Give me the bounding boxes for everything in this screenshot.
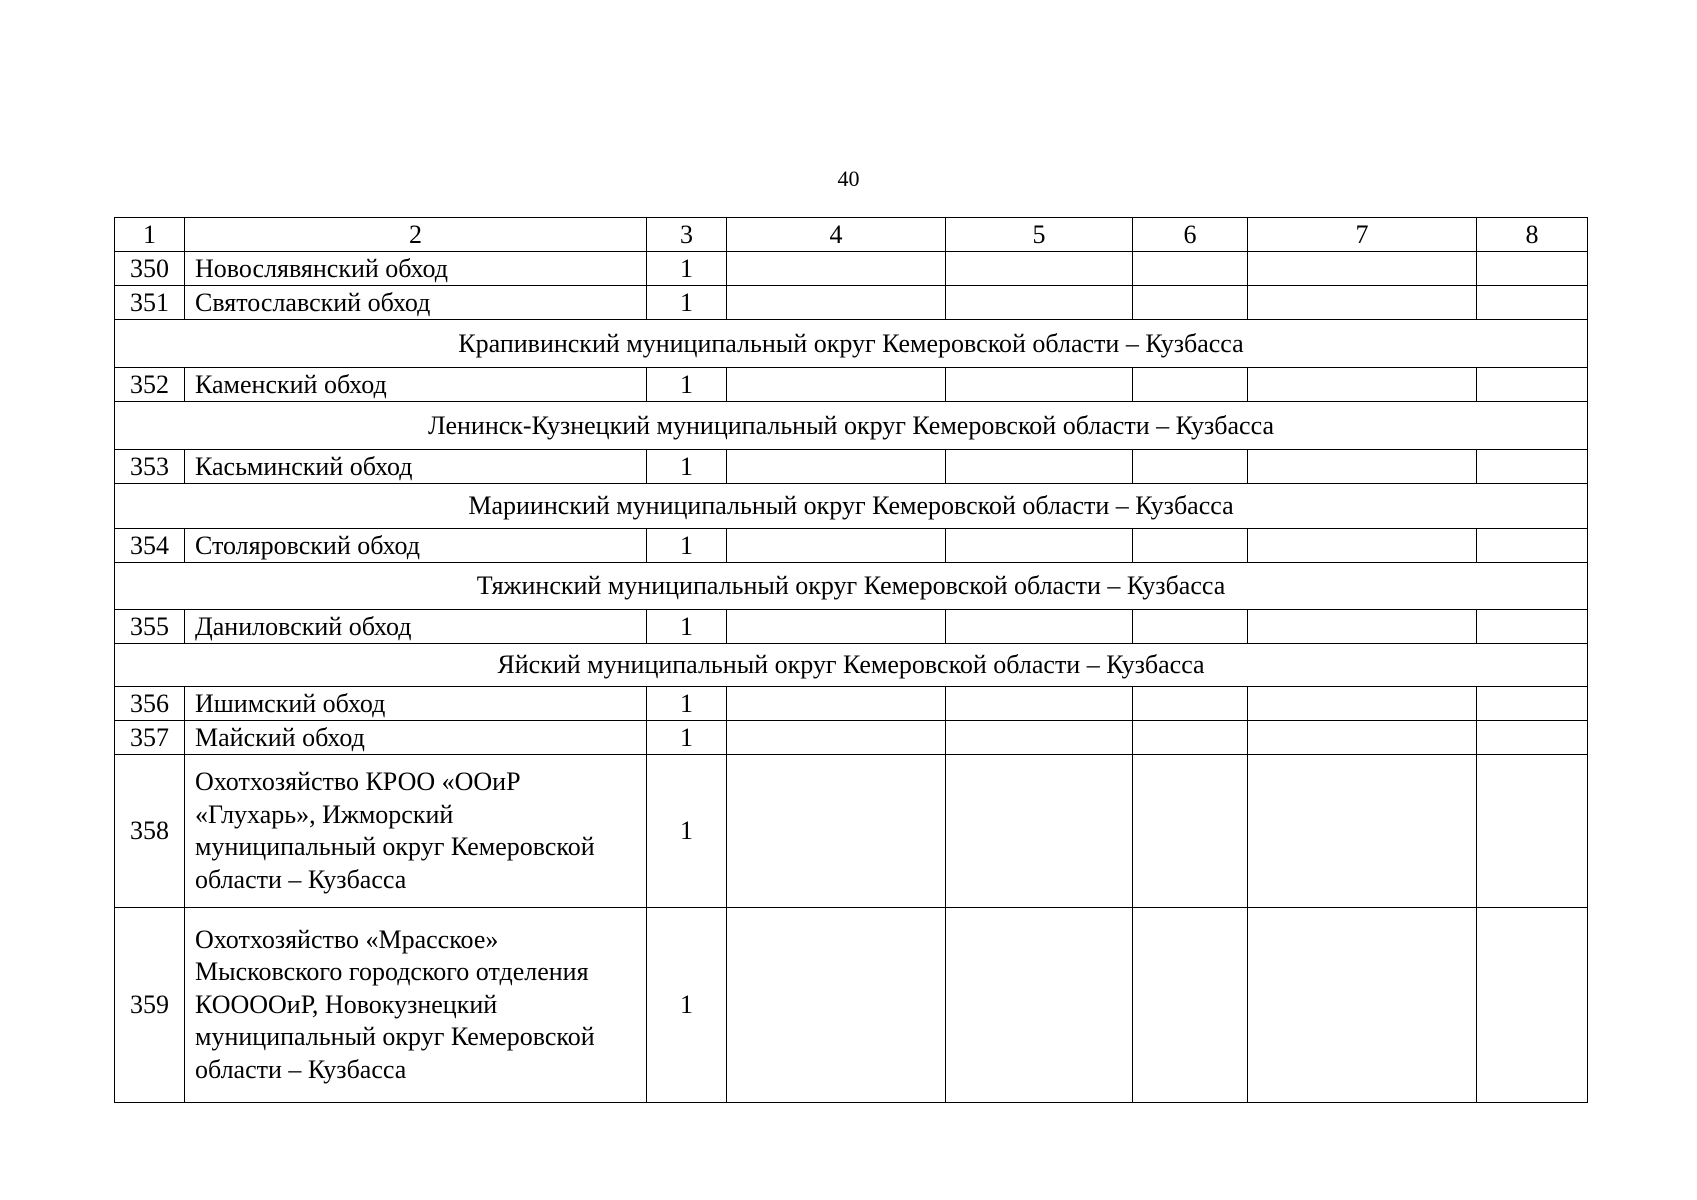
row-name-line: Мысковского городского отделения	[195, 957, 589, 987]
page-number: 40	[837, 166, 860, 191]
table-row	[115, 610, 1588, 644]
header-cell: 3	[647, 218, 727, 252]
header-cell: 1	[115, 218, 185, 252]
empty-cell	[727, 529, 946, 563]
table-row	[115, 529, 1588, 563]
empty-cell	[946, 755, 1133, 908]
empty-cell	[1133, 450, 1248, 484]
row-name-line: муниципальный округ Кемеровской	[195, 1022, 595, 1052]
empty-cell	[727, 755, 946, 908]
empty-cell	[1248, 755, 1477, 908]
row-number: 354	[115, 529, 185, 563]
empty-cell	[1477, 908, 1588, 1103]
empty-cell	[946, 908, 1133, 1103]
empty-cell	[1477, 687, 1588, 721]
row-name: Даниловский обход	[185, 610, 647, 644]
table-row	[115, 755, 1588, 908]
row-number: 359	[115, 908, 185, 1103]
row-name: Новослявянский обход	[185, 252, 647, 286]
header-cell: 6	[1133, 218, 1248, 252]
row-name-line: «Глухарь», Ижморский	[195, 799, 454, 829]
empty-cell	[1133, 286, 1248, 320]
empty-cell	[1133, 252, 1248, 286]
empty-cell	[1248, 721, 1477, 755]
empty-cell	[946, 368, 1133, 402]
empty-cell	[1477, 450, 1588, 484]
row-quantity: 1	[647, 450, 727, 484]
section-row	[115, 402, 1588, 450]
empty-cell	[1248, 286, 1477, 320]
section-title: Крапивинский муниципальный округ Кемеровской области – Кузбасса	[115, 320, 1588, 368]
header-cell: 8	[1477, 218, 1588, 252]
row-number: 358	[115, 755, 185, 908]
row-number: 353	[115, 450, 185, 484]
empty-cell	[1133, 529, 1248, 563]
header-cell: 2	[185, 218, 647, 252]
row-number: 355	[115, 610, 185, 644]
section-row	[115, 484, 1588, 529]
empty-cell	[946, 687, 1133, 721]
row-name: Каменский обход	[185, 368, 647, 402]
empty-cell	[946, 610, 1133, 644]
table-row	[115, 368, 1588, 402]
empty-cell	[1477, 368, 1588, 402]
row-name-line: КООООиР, Новокузнецкий	[195, 989, 498, 1019]
row-number: 357	[115, 721, 185, 755]
table-row	[115, 687, 1588, 721]
row-quantity: 1	[647, 368, 727, 402]
header-cell: 7	[1248, 218, 1477, 252]
table-row	[115, 450, 1588, 484]
row-name	[185, 755, 647, 908]
empty-cell	[1248, 687, 1477, 721]
row-name: Столяровский обход	[185, 529, 647, 563]
empty-cell	[1133, 721, 1248, 755]
table-header-row	[115, 218, 1588, 252]
empty-cell	[1133, 908, 1248, 1103]
row-name-line: муниципальный округ Кемеровской	[195, 832, 595, 861]
section-title: Ленинск-Кузнецкий муниципальный округ Кемеровской области – Кузбасса	[115, 402, 1588, 450]
empty-cell	[1477, 286, 1588, 320]
empty-cell	[1248, 610, 1477, 644]
header-cell: 4	[727, 218, 946, 252]
section-title: Яйский муниципальный округ Кемеровской области – Кузбасса	[115, 644, 1588, 687]
table-row	[115, 721, 1588, 755]
row-quantity: 1	[647, 252, 727, 286]
empty-cell	[727, 450, 946, 484]
empty-cell	[946, 721, 1133, 755]
row-quantity: 1	[647, 286, 727, 320]
row-quantity: 1	[647, 908, 727, 1103]
section-title: Тяжинский муниципальный округ Кемеровской области – Кузбасса	[115, 563, 1588, 610]
row-number: 351	[115, 286, 185, 320]
section-row	[115, 320, 1588, 368]
empty-cell	[946, 252, 1133, 286]
row-quantity: 1	[647, 721, 727, 755]
row-name-line: Охотхозяйство «Мрасское»	[195, 924, 499, 954]
empty-cell	[1477, 252, 1588, 286]
row-number: 350	[115, 252, 185, 286]
row-name: Касьминский обход	[185, 450, 647, 484]
empty-cell	[1133, 610, 1248, 644]
row-quantity: 1	[647, 755, 727, 908]
empty-cell	[1248, 368, 1477, 402]
empty-cell	[727, 368, 946, 402]
empty-cell	[1248, 450, 1477, 484]
table-row	[115, 252, 1588, 286]
table-row	[115, 908, 1588, 1103]
empty-cell	[1477, 721, 1588, 755]
empty-cell	[727, 687, 946, 721]
empty-cell	[727, 721, 946, 755]
empty-cell	[1248, 908, 1477, 1103]
row-name: Ишимский обход	[185, 687, 647, 721]
row-name-line: области – Кузбасса	[195, 1054, 407, 1084]
empty-cell	[1133, 368, 1248, 402]
empty-cell	[727, 908, 946, 1103]
empty-cell	[727, 610, 946, 644]
row-name	[185, 908, 647, 1103]
row-name: Святославский обход	[185, 286, 647, 320]
row-quantity: 1	[647, 687, 727, 721]
empty-cell	[1477, 610, 1588, 644]
row-number: 352	[115, 368, 185, 402]
header-cell: 5	[946, 218, 1133, 252]
empty-cell	[1248, 252, 1477, 286]
empty-cell	[1477, 529, 1588, 563]
empty-cell	[1248, 529, 1477, 563]
row-name: Майский обход	[185, 721, 647, 755]
empty-cell	[727, 286, 946, 320]
row-name-line: области – Кузбасса	[195, 864, 407, 894]
empty-cell	[946, 286, 1133, 320]
empty-cell	[946, 529, 1133, 563]
empty-cell	[1133, 755, 1248, 908]
section-row	[115, 644, 1588, 687]
row-quantity: 1	[647, 529, 727, 563]
empty-cell	[1133, 687, 1248, 721]
row-quantity: 1	[647, 610, 727, 644]
section-row	[115, 563, 1588, 610]
row-name-line: Охотхозяйство КРОО «ООиР	[195, 767, 521, 796]
section-title: Мариинский муниципальный округ Кемеровской области – Кузбасса	[115, 484, 1588, 529]
empty-cell	[727, 252, 946, 286]
data-table	[114, 217, 1588, 1103]
empty-cell	[946, 450, 1133, 484]
table-row	[115, 286, 1588, 320]
row-number: 356	[115, 687, 185, 721]
empty-cell	[1477, 755, 1588, 908]
